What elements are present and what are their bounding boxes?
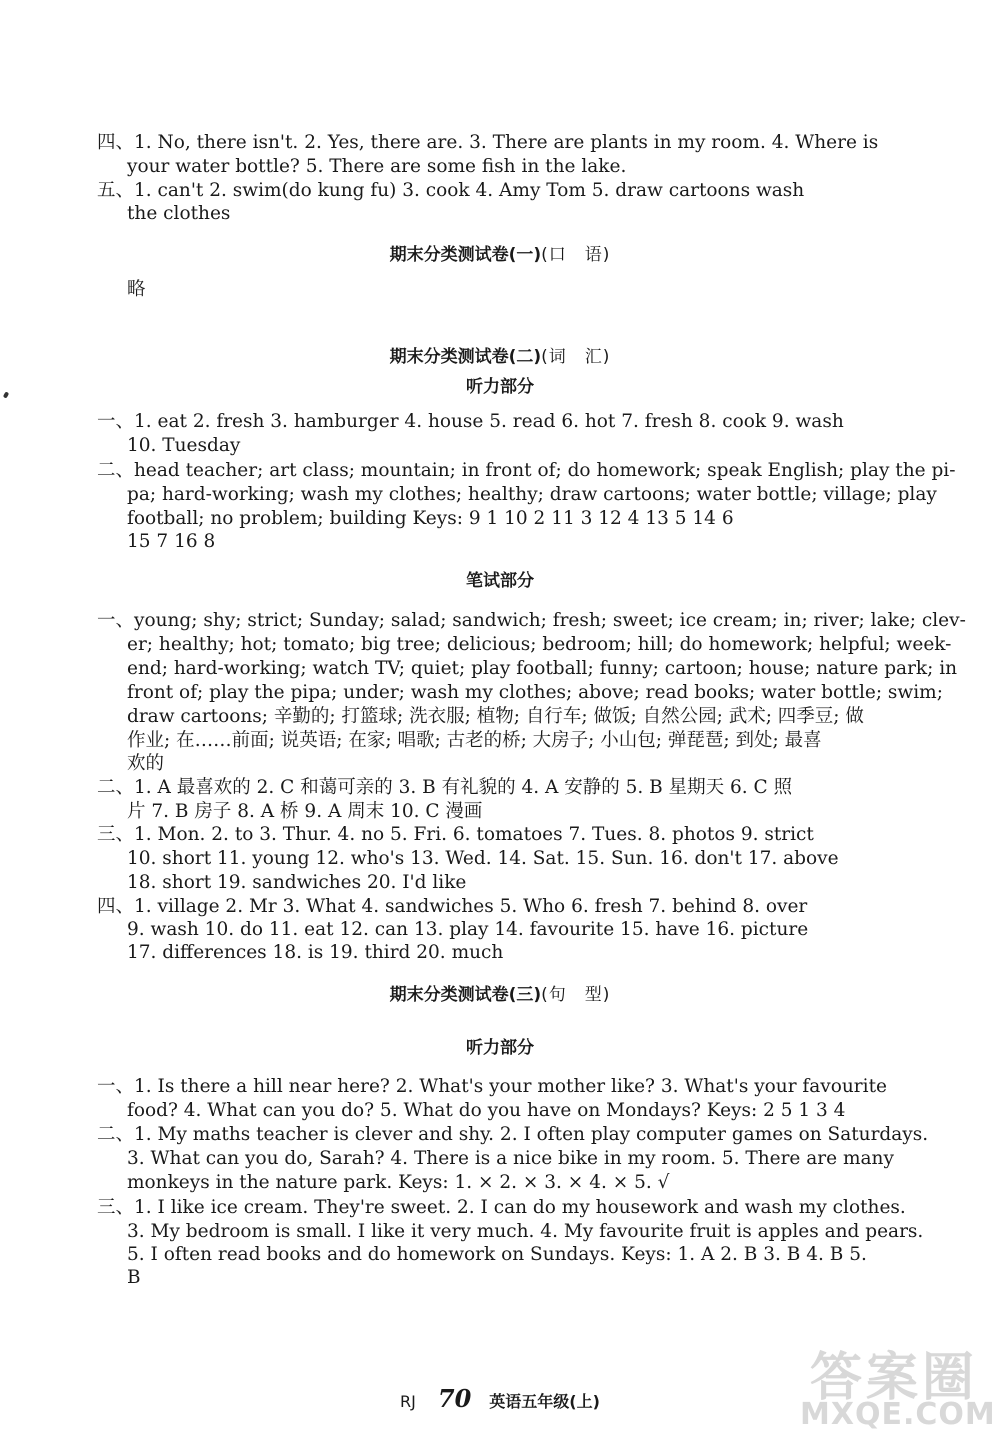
answer-line: draw cartoons; 辛勤的; 打篮球; 洗衣服; 植物; 自行车; 做饭; 自然公园; 武术; 四季豆; 做: [127, 706, 864, 727]
test-title: 期末分类测试卷(二): [389, 347, 542, 367]
watermark-site: MXQE.COM: [800, 1397, 996, 1432]
answer-line: 18. short 19. sandwiches 20. I'd like: [127, 872, 467, 893]
test-heading: [0, 983, 1000, 1007]
answer-line: 5. I often read books and do homework on Sundays. Keys: 1. A 2. B 3. B 4. B 5.: [127, 1244, 867, 1265]
answer-line: 一、young; shy; strict; Sunday; salad; sandwich; fresh; sweet; ice cream; in; river; lake; clev-: [97, 610, 966, 631]
test-title: 期末分类测试卷(一): [389, 245, 542, 265]
answer-line: 9. wash 10. do 11. eat 12. can 13. play 14. favourite 15. have 16. picture: [127, 919, 809, 940]
test-subtitle: (口 语): [541, 245, 611, 265]
answer-line: 五、1. can't 2. swim(do kung fu) 3. cook 4. Amy Tom 5. draw cartoons wash: [97, 180, 805, 201]
answer-line: the clothes: [127, 203, 231, 224]
answer-line: 欢的: [127, 753, 165, 774]
test-heading: [0, 345, 1000, 369]
answer-line: 二、1. A 最喜欢的 2. C 和蔼可亲的 3. B 有礼貌的 4. A 安静的 5. B 星期天 6. C 照: [97, 777, 793, 798]
answer-line: 四、1. No, there isn't. 2. Yes, there are. 3. There are plants in my room. 4. Where is: [97, 132, 879, 153]
section-heading: 听力部分: [466, 1038, 534, 1058]
answer-line: end; hard-working; watch TV; quiet; play football; funny; cartoon; house; nature park; in: [127, 658, 958, 679]
answer-line: er; healthy; hot; tomato; big tree; delicious; bedroom; hill; do homework; helpful; week-: [127, 634, 952, 655]
answer-line: 15 7 16 8: [127, 531, 216, 552]
section-heading: 听力部分: [466, 377, 534, 397]
answer-line: 三、1. Mon. 2. to 3. Thur. 4. no 5. Fri. 6. tomatoes 7. Tues. 8. photos 9. strict: [97, 824, 814, 845]
section-heading: 笔试部分: [466, 571, 534, 591]
watermark-text: 答案圈: [810, 1348, 979, 1408]
answer-line: 10. Tuesday: [127, 435, 241, 456]
test-subtitle: (句 型): [541, 985, 611, 1005]
test-title: 期末分类测试卷(三): [389, 985, 542, 1005]
test-heading: [0, 243, 1000, 267]
answer-line: B: [127, 1267, 141, 1288]
answer-line: football; no problem; building Keys: 9 1 10 2 11 3 12 4 13 5 14 6: [127, 508, 734, 529]
answer-line: pa; hard-working; wash my clothes; healthy; draw cartoons; water bottle; village; play: [127, 484, 937, 505]
answer-line: 二、1. My maths teacher is clever and shy. 2. I often play computer games on Saturdays.: [97, 1124, 929, 1145]
answer-line: 略: [127, 279, 146, 300]
answer-line: 10. short 11. young 12. who's 13. Wed. 14. Sat. 15. Sun. 16. don't 17. above: [127, 848, 839, 869]
answer-line: monkeys in the nature park. Keys: 1. × 2. × 3. × 4. × 5. √: [127, 1172, 670, 1193]
answer-line: 作业; 在……前面; 说英语; 在家; 唱歌; 古老的桥; 大房子; 小山包; 弹琵琶; 到处; 最喜: [127, 730, 822, 751]
page-number: 70: [437, 1384, 472, 1413]
answer-line: 17. differences 18. is 19. third 20. much: [127, 942, 504, 963]
book-title: 英语五年级(上): [489, 1392, 600, 1411]
edition-code: RJ: [400, 1392, 416, 1411]
answer-line: 一、1. Is there a hill near here? 2. What's your mother like? 3. What's your favourite: [97, 1076, 887, 1097]
answer-line: 3. What can you do, Sarah? 4. There is a nice bike in my room. 5. There are many: [127, 1148, 894, 1169]
answer-line: food? 4. What can you do? 5. What do you have on Mondays? Keys: 2 5 1 3 4: [127, 1100, 846, 1121]
answer-line: 三、1. I like ice cream. They're sweet. 2. I can do my housework and wash my clothes.: [97, 1197, 906, 1218]
test-subtitle: (词 汇): [541, 347, 611, 367]
answer-line: your water bottle? 5. There are some fish in the lake.: [127, 156, 627, 177]
answer-line: 四、1. village 2. Mr 3. What 4. sandwiches 5. Who 6. fresh 7. behind 8. over: [97, 896, 808, 917]
answer-line: 一、1. eat 2. fresh 3. hamburger 4. house 5. read 6. hot 7. fresh 8. cook 9. wash: [97, 411, 844, 432]
watermark-logo: [790, 1335, 996, 1435]
answer-line: 片 7. B 房子 8. A 桥 9. A 周末 10. C 漫画: [127, 801, 483, 822]
answer-line: 3. My bedroom is small. I like it very much. 4. My favourite fruit is apples and pears.: [127, 1221, 924, 1242]
answer-line: front of; play the pipa; under; wash my clothes; above; read books; water bottle; swim;: [127, 682, 943, 703]
answer-line: 二、head teacher; art class; mountain; in front of; do homework; speak English; play the pi-: [97, 460, 956, 481]
